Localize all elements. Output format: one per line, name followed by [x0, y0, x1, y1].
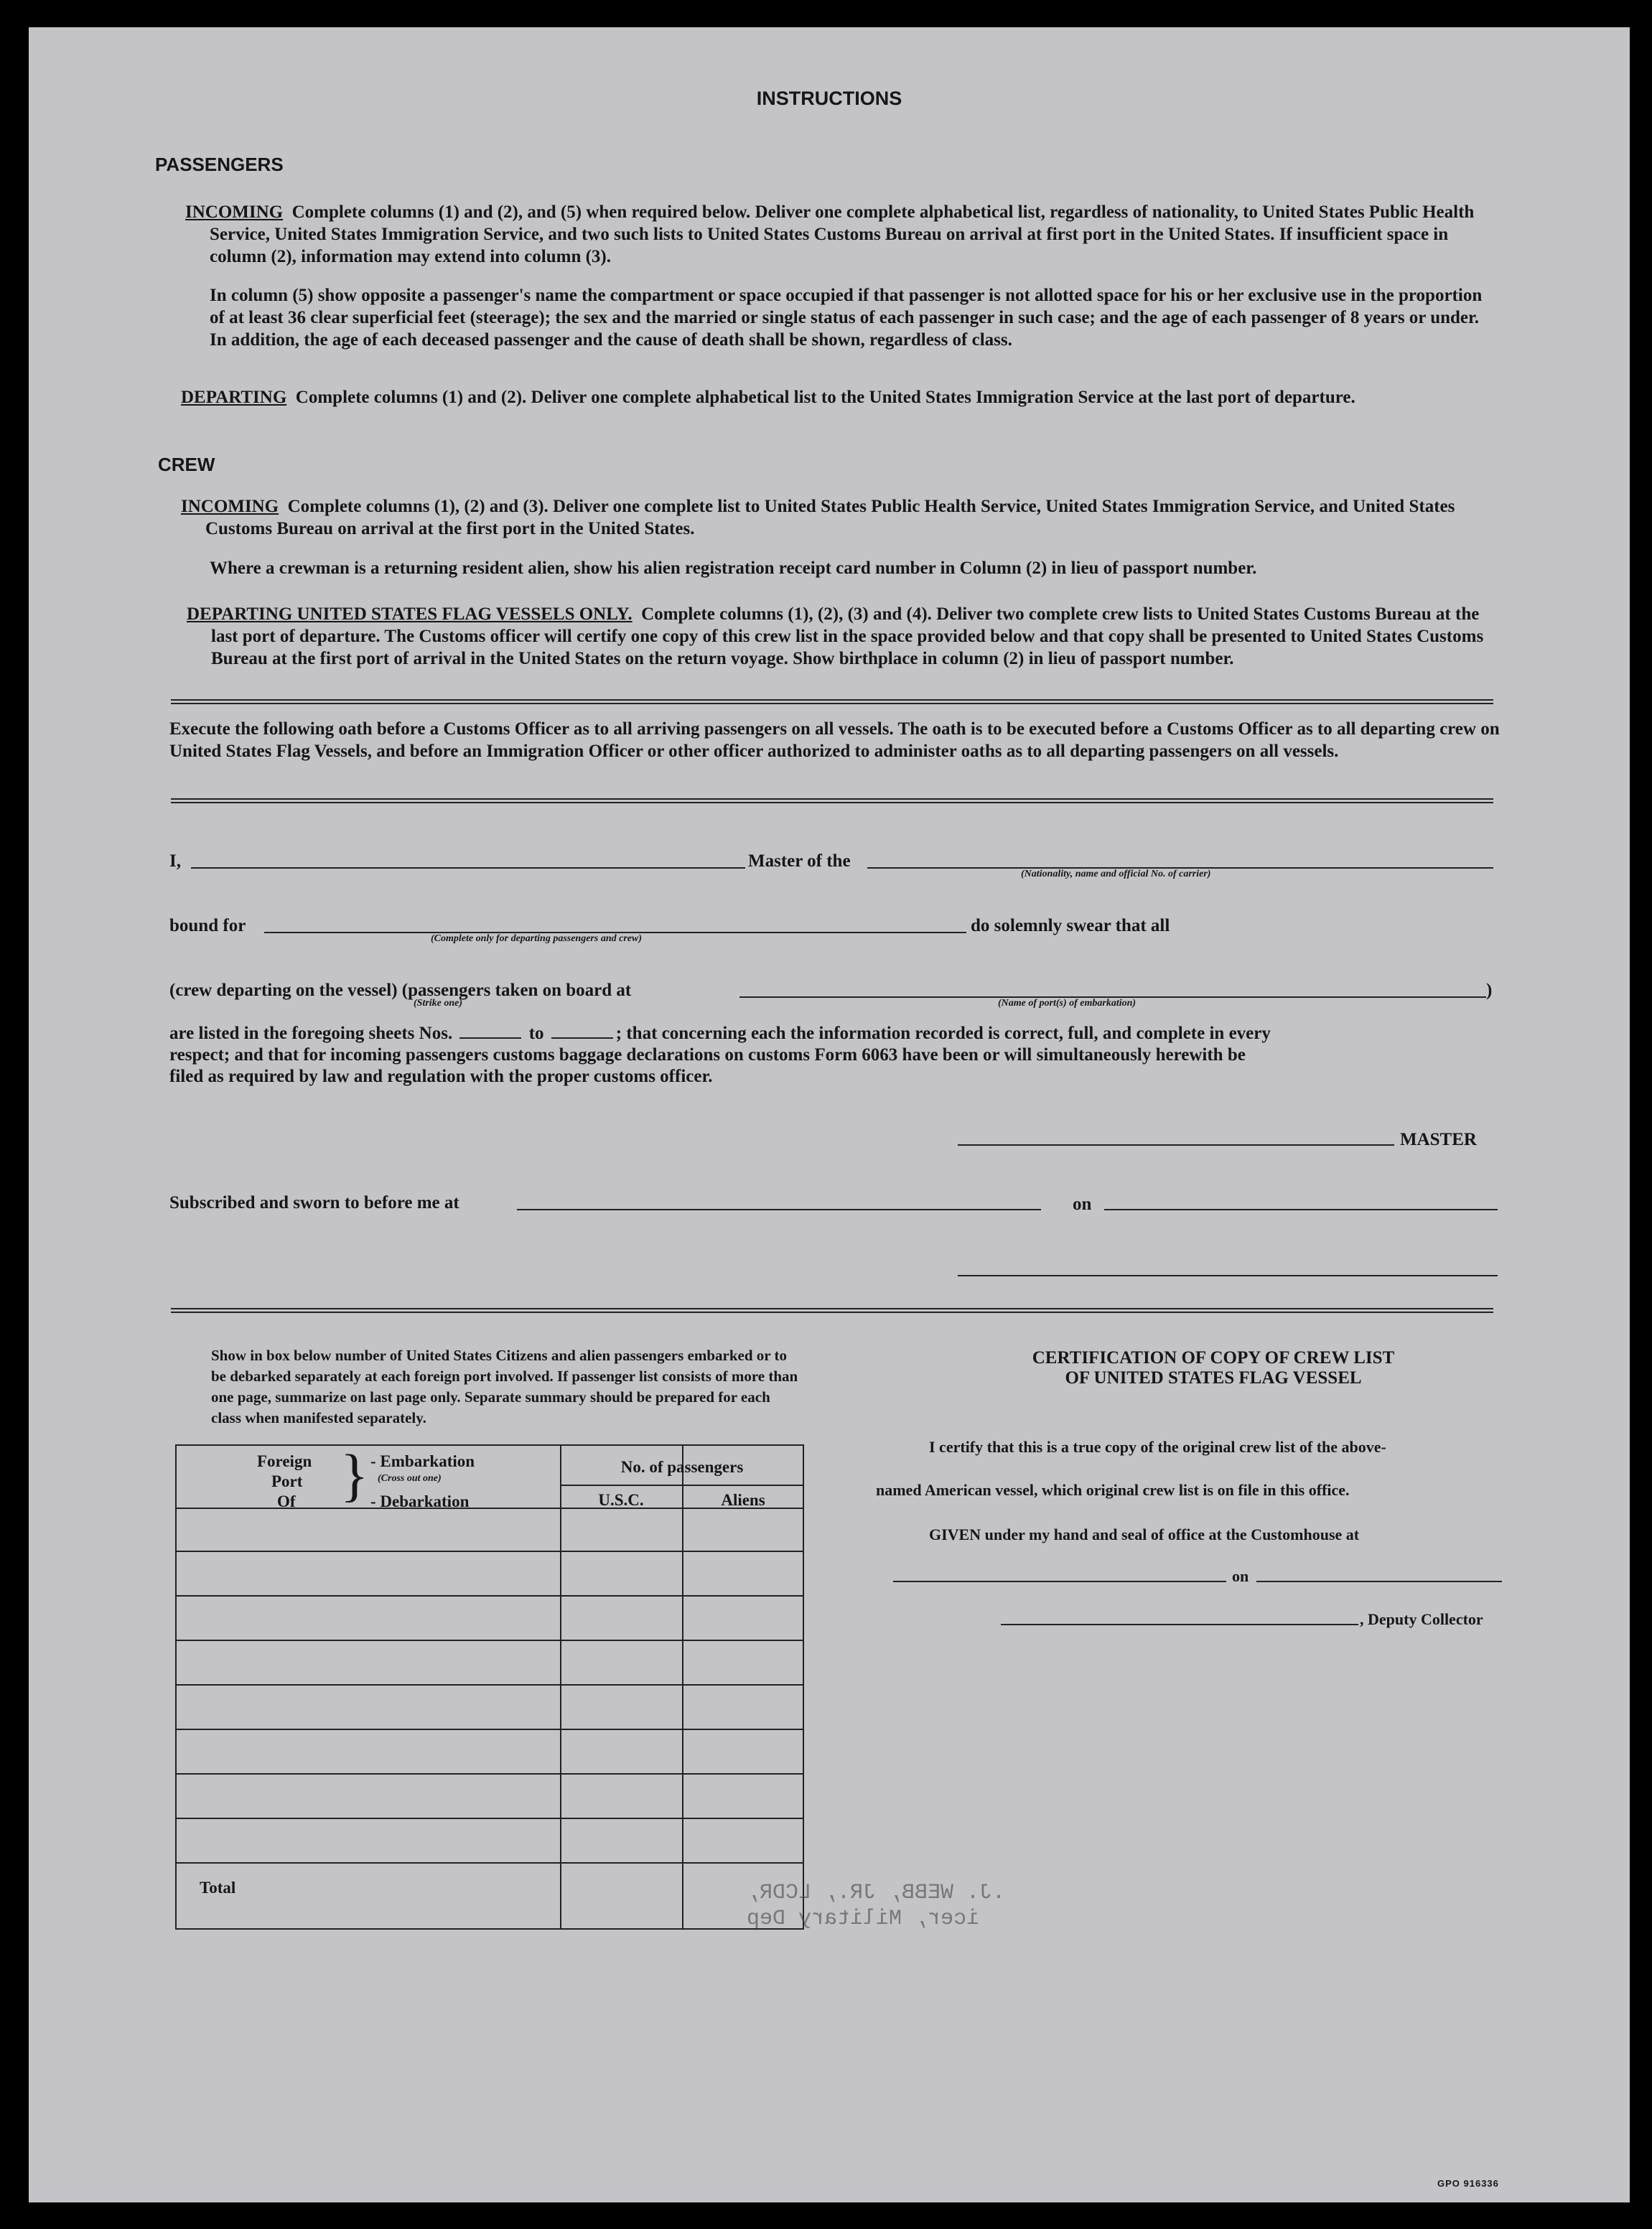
master-of-label: Master of the — [748, 851, 851, 871]
table-divider-1 — [560, 1444, 561, 1930]
passengers-heading: PASSENGERS — [155, 154, 284, 175]
deputy-signature-line[interactable] — [1001, 1624, 1358, 1625]
listed-text-b: ; that concerning each the information recorded is correct, full, and complete in every — [615, 1024, 1271, 1043]
no-passengers-header: No. of passengers — [620, 1458, 744, 1476]
close-paren: ) — [1486, 981, 1493, 1000]
crew-incoming-text: Complete columns (1), (2) and (3). Deliver one complete list to United States Public Health Service, United States Immigration Service, and United States Customs Bureau on arrival at the first port in the United States. — [205, 497, 1455, 538]
listed-line-a — [169, 1022, 1271, 1045]
table-row-line-7 — [175, 1818, 804, 1819]
listed-text-d: filed as required by law and regulation with the proper customs officer. — [169, 1067, 713, 1086]
table-subheader-line — [560, 1485, 804, 1486]
certification-on: on — [1232, 1567, 1249, 1585]
table-row-line-8 — [175, 1862, 804, 1864]
sworn-date-line[interactable] — [1104, 1209, 1498, 1210]
table-row-line-5 — [175, 1729, 804, 1730]
passengers-incoming-paragraph — [185, 201, 1492, 268]
crew-heading: CREW — [158, 454, 215, 475]
certification-title-1: CERTIFICATION OF COPY OF CREW LIST — [1032, 1348, 1395, 1368]
carrier-note: (Nationality, name and official No. of carrier) — [1021, 869, 1211, 879]
col-of: Of — [277, 1492, 296, 1510]
deputy-collector-label: , Deputy Collector — [1360, 1610, 1483, 1628]
table-row-line-4 — [175, 1684, 804, 1686]
listed-text-c: respect; and that for incoming passengers customs baggage declarations on customs Form 6063 have been or will simultaneously herewith be — [169, 1045, 1246, 1065]
master-label: MASTER — [1400, 1130, 1477, 1149]
table-row-line-2 — [175, 1595, 804, 1597]
bound-for-note: (Complete only for departing passengers and crew) — [431, 933, 642, 944]
bleed-through-line-2: icer, Military Dep — [747, 1907, 980, 1931]
customhouse-line[interactable] — [893, 1581, 1226, 1582]
table-row-line-3 — [175, 1640, 804, 1641]
port-note: (Name of port(s) of embarkation) — [998, 998, 1137, 1009]
rule-top — [171, 699, 1493, 704]
summary-table — [175, 1444, 804, 1930]
table-divider-2 — [682, 1444, 683, 1930]
usc-header: U.S.C. — [598, 1491, 644, 1509]
certification-date-line[interactable] — [1256, 1581, 1502, 1582]
table-row-line-1 — [175, 1551, 804, 1552]
sworn-on-label: on — [1073, 1195, 1092, 1214]
listed-text-a: are listed in the foregoing sheets Nos. — [169, 1024, 453, 1043]
crew-incoming-label: INCOMING — [181, 497, 279, 516]
crew-passengers-label: (crew departing on the vessel) (passengers taken on board at — [169, 981, 632, 1000]
passengers-departing-label: DEPARTING — [181, 388, 287, 407]
certification-line-3: GIVEN under my hand and seal of office at the Customhouse at — [929, 1525, 1360, 1543]
crew-incoming-paragraph — [181, 495, 1492, 540]
total-label: Total — [200, 1879, 236, 1897]
footer-code: GPO 916336 — [1437, 2178, 1499, 2189]
summary-instructions: Show in box below number of United States Citizens and alien passengers embarked or to be debarked separately at each foreign port involved. If passenger list consists of more than one page, summarize on last page only. Separate summary should be prepared for each class when manifested separately. — [211, 1347, 798, 1426]
master-signature-line[interactable] — [958, 1144, 1394, 1146]
sheet-to-field[interactable] — [551, 1037, 613, 1039]
crew-departing-text: Complete columns (1), (2), (3) and (4). Deliver two complete crew lists to United States Customs Bureau at the last port of departure. The Customs officer will certify one copy of this crew list in the space provided below and that copy shall be presented to United States Customs Bureau at the first port of arrival in the United States on the return voyage. Show birthplace in column (2) in lieu of passport number. — [211, 604, 1484, 668]
col-foreign: Foreign — [257, 1452, 312, 1470]
document-page — [29, 27, 1630, 2202]
crew-resident-paragraph: Where a crewman is a returning resident alien, show his alien registration receipt card number in Column (2) in lieu of passport number. — [210, 559, 1257, 578]
passengers-incoming-text: Complete columns (1) and (2), and (5) when required below. Deliver one complete alphabetical list, regardless of nationality, to United States Public Health Service, United States Immigration Service, and two such lists to United States Customs Bureau on arrival at first port in the United States. If insufficient space in column (2), information may extend into column (3). — [210, 202, 1475, 266]
swear-label: do solemnly swear that all — [971, 916, 1170, 935]
sheet-from-field[interactable] — [459, 1037, 521, 1039]
oath-i-label: I, — [169, 851, 181, 871]
col-port: Port — [271, 1472, 303, 1490]
passengers-incoming-label: INCOMING — [185, 202, 284, 222]
listed-to: to — [528, 1024, 544, 1043]
brace-icon: } — [340, 1442, 369, 1508]
rule-oath — [171, 798, 1493, 803]
bleed-through-line-1: .J. WEBB, JR., LCDR, — [747, 1881, 1006, 1905]
passengers-departing-text: Complete columns (1) and (2). Deliver one complete alphabetical list to the United States Immigration Service at the last port of departure. — [295, 388, 1355, 407]
table-row-line-6 — [175, 1773, 804, 1775]
certification-title-2: OF UNITED STATES FLAG VESSEL — [1065, 1368, 1362, 1388]
crew-departing-label: DEPARTING UNITED STATES FLAG VESSELS ONLY. — [187, 604, 633, 624]
crew-departing-paragraph — [187, 603, 1492, 670]
certification-line-2: named American vessel, which original crew list is on file in this office. — [876, 1481, 1350, 1499]
cross-out-note: (Cross out one) — [378, 1473, 442, 1484]
subscribed-label: Subscribed and sworn to before me at — [169, 1193, 459, 1212]
passengers-column5-paragraph: In column (5) show opposite a passenger's name the compartment or space occupied if that passenger is not allotted space for his or her exclusive use in the proportion of at least 36 clear superficial feet (steerage); the sex and the married or single status of each passenger in such case; and the age of each passenger of 8 years or under. In addition, the age of each deceased passenger and the cause of death shall be shown, regardless of class. — [210, 286, 1483, 350]
officer-signature-line[interactable] — [958, 1275, 1498, 1276]
rule-bottom — [171, 1308, 1493, 1313]
passengers-departing-paragraph — [181, 386, 1492, 408]
debarkation-label: - Debarkation — [370, 1492, 470, 1510]
page-title: INSTRUCTIONS — [756, 88, 902, 109]
bound-for-label: bound for — [169, 916, 246, 935]
sworn-place-line[interactable] — [517, 1209, 1041, 1210]
strike-one-note: (Strike one) — [414, 998, 463, 1009]
aliens-header: Aliens — [721, 1491, 765, 1509]
certification-line-1: I certify that this is a true copy of the original crew list of the above- — [929, 1438, 1386, 1456]
master-name-line[interactable] — [191, 867, 745, 869]
embarkation-label: - Embarkation — [370, 1452, 475, 1470]
oath-instructions: Execute the following oath before a Customs Officer as to all arriving passengers on all vessels. The oath is to be executed before a Customs Officer as to all departing crew on United States Flag Vessels, and before an Immigration Officer or other officer authorized to administer oaths as to all departing passengers on all vessels. — [169, 719, 1500, 761]
